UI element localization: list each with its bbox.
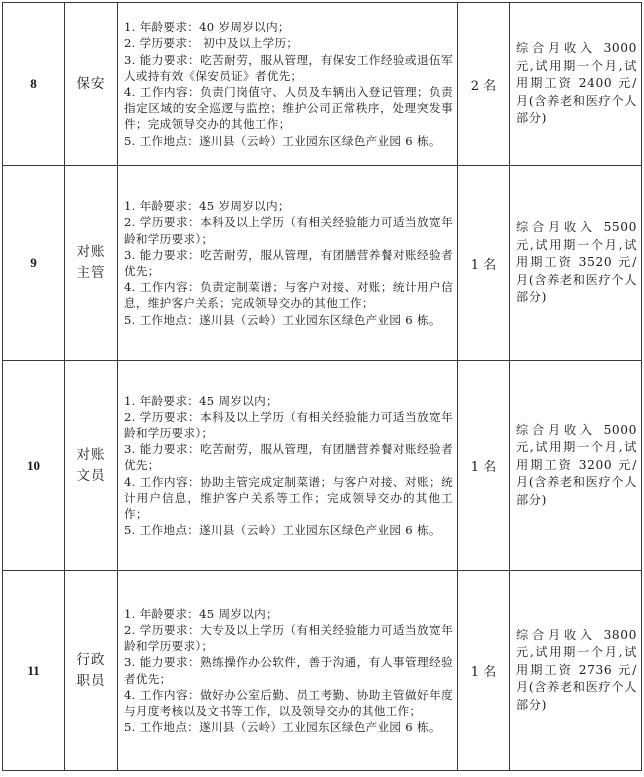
- table-row: [3, 3, 642, 166]
- requirements-cell: [118, 3, 458, 166]
- row-number: 10: [3, 361, 65, 571]
- age-requirement: 1. 年龄要求：40 岁周岁以内；: [124, 20, 290, 35]
- row-number: 9: [3, 166, 65, 361]
- table-row: [3, 166, 642, 361]
- headcount: 2 名: [458, 3, 510, 166]
- work-location: 5. 工作地点：遂川县（云岭）工业园东区绿色产业园 6 栋。: [124, 133, 441, 148]
- age-requirement: 1. 年龄要求：45 周岁以内；: [124, 393, 278, 408]
- age-requirement: 1. 年龄要求：45 周岁以内；: [124, 606, 278, 621]
- job-content: 4. 工作内容：负责定制菜谱；与客户对接、对账；统计用户信息，维护客户关系；完成领导交办的其他工作；: [124, 280, 453, 311]
- row-number: 11: [3, 571, 65, 771]
- ability-requirement: 3. 能力要求：吃苦耐劳，服从管理，有保安工作经验或退伍军人或持有效《保安员证》者优先；: [124, 52, 453, 83]
- position-name: 对账 文员: [65, 361, 118, 571]
- ability-requirement: 3. 能力要求：熟练操作办公软件，善于沟通，有人事管理经验者优先；: [124, 655, 453, 686]
- work-location: 5. 工作地点：遂川县（云岭）工业园东区绿色产业园 6 栋。: [124, 523, 441, 538]
- position-name: 保安: [65, 3, 118, 166]
- work-location: 5. 工作地点：遂川县（云岭）工业园东区绿色产业园 6 栋。: [124, 720, 441, 735]
- requirements-cell: [118, 571, 458, 771]
- salary: 综合月收入 3800 元,试用期一个月,试用期工资 2736 元/月(含养老和医疗个人部分): [510, 571, 642, 771]
- salary: 综合月收入 5000 元,试用期一个月,试用期工资 3200 元/月(含养老和医疗个人部分): [510, 361, 642, 571]
- education-requirement: 2. 学历要求：大专及以上学历（有相关经验能力可适当放宽年龄和学历要求）；: [124, 622, 453, 654]
- requirements-cell: [118, 361, 458, 571]
- salary: 综合月收入 5500 元,试用期一个月,试用期工资 3520 元/月(含养老和医疗个人部分): [510, 166, 642, 361]
- job-content: 4. 工作内容：协助主管完成定制菜谱；与客户对接、对账；统计用户信息，维护客户关系等工作；完成领导交办的其他工作；: [124, 474, 453, 521]
- position-name: 行政 职员: [65, 571, 118, 771]
- position-name: 对账 主管: [65, 166, 118, 361]
- job-content: 4. 工作内容：做好办公室后勤、员工考勤、协助主管做好年度与月度考核以及文书等工作，以及领导交办的其他工作；: [124, 687, 453, 718]
- headcount: 1 名: [458, 361, 510, 571]
- headcount: 1 名: [458, 166, 510, 361]
- headcount: 1 名: [458, 571, 510, 771]
- row-number: 8: [3, 3, 65, 166]
- table-row: [3, 571, 642, 771]
- requirements-cell: [118, 166, 458, 361]
- education-requirement: 2. 学历要求：本科及以上学历（有相关经验能力可适当放宽年龄和学历要求）；: [124, 215, 453, 246]
- job-table: [2, 2, 642, 771]
- table-row: [3, 361, 642, 571]
- work-location: 5. 工作地点：遂川县（云岭）工业园东区绿色产业园 6 栋。: [124, 312, 441, 327]
- age-requirement: 1. 年龄要求：45 岁周岁以内；: [124, 199, 290, 214]
- salary: 综合月收入 3000 元,试用期一个月,试用期工资 2400 元/月(含养老和医疗个人部分): [510, 3, 642, 166]
- ability-requirement: 3. 能力要求：吃苦耐劳，服从管理，有团膳营养餐对账经验者优先；: [124, 247, 453, 278]
- education-requirement: 2. 学历要求： 初中及以上学历；: [124, 36, 299, 51]
- ability-requirement: 3. 能力要求：吃苦耐劳，服从管理，有团膳营养餐对账经验者优先；: [124, 442, 453, 473]
- education-requirement: 2. 学历要求：本科及以上学历（有相关经验能力可适当放宽年龄和学历要求）；: [124, 409, 453, 440]
- job-content: 4. 工作内容：负责门岗值守、人员及车辆出入登记管理；负责指定区域的安全巡逻与监控；维护公司正常秩序，处理突发事件；完成领导交办的其他工作；: [124, 85, 453, 132]
